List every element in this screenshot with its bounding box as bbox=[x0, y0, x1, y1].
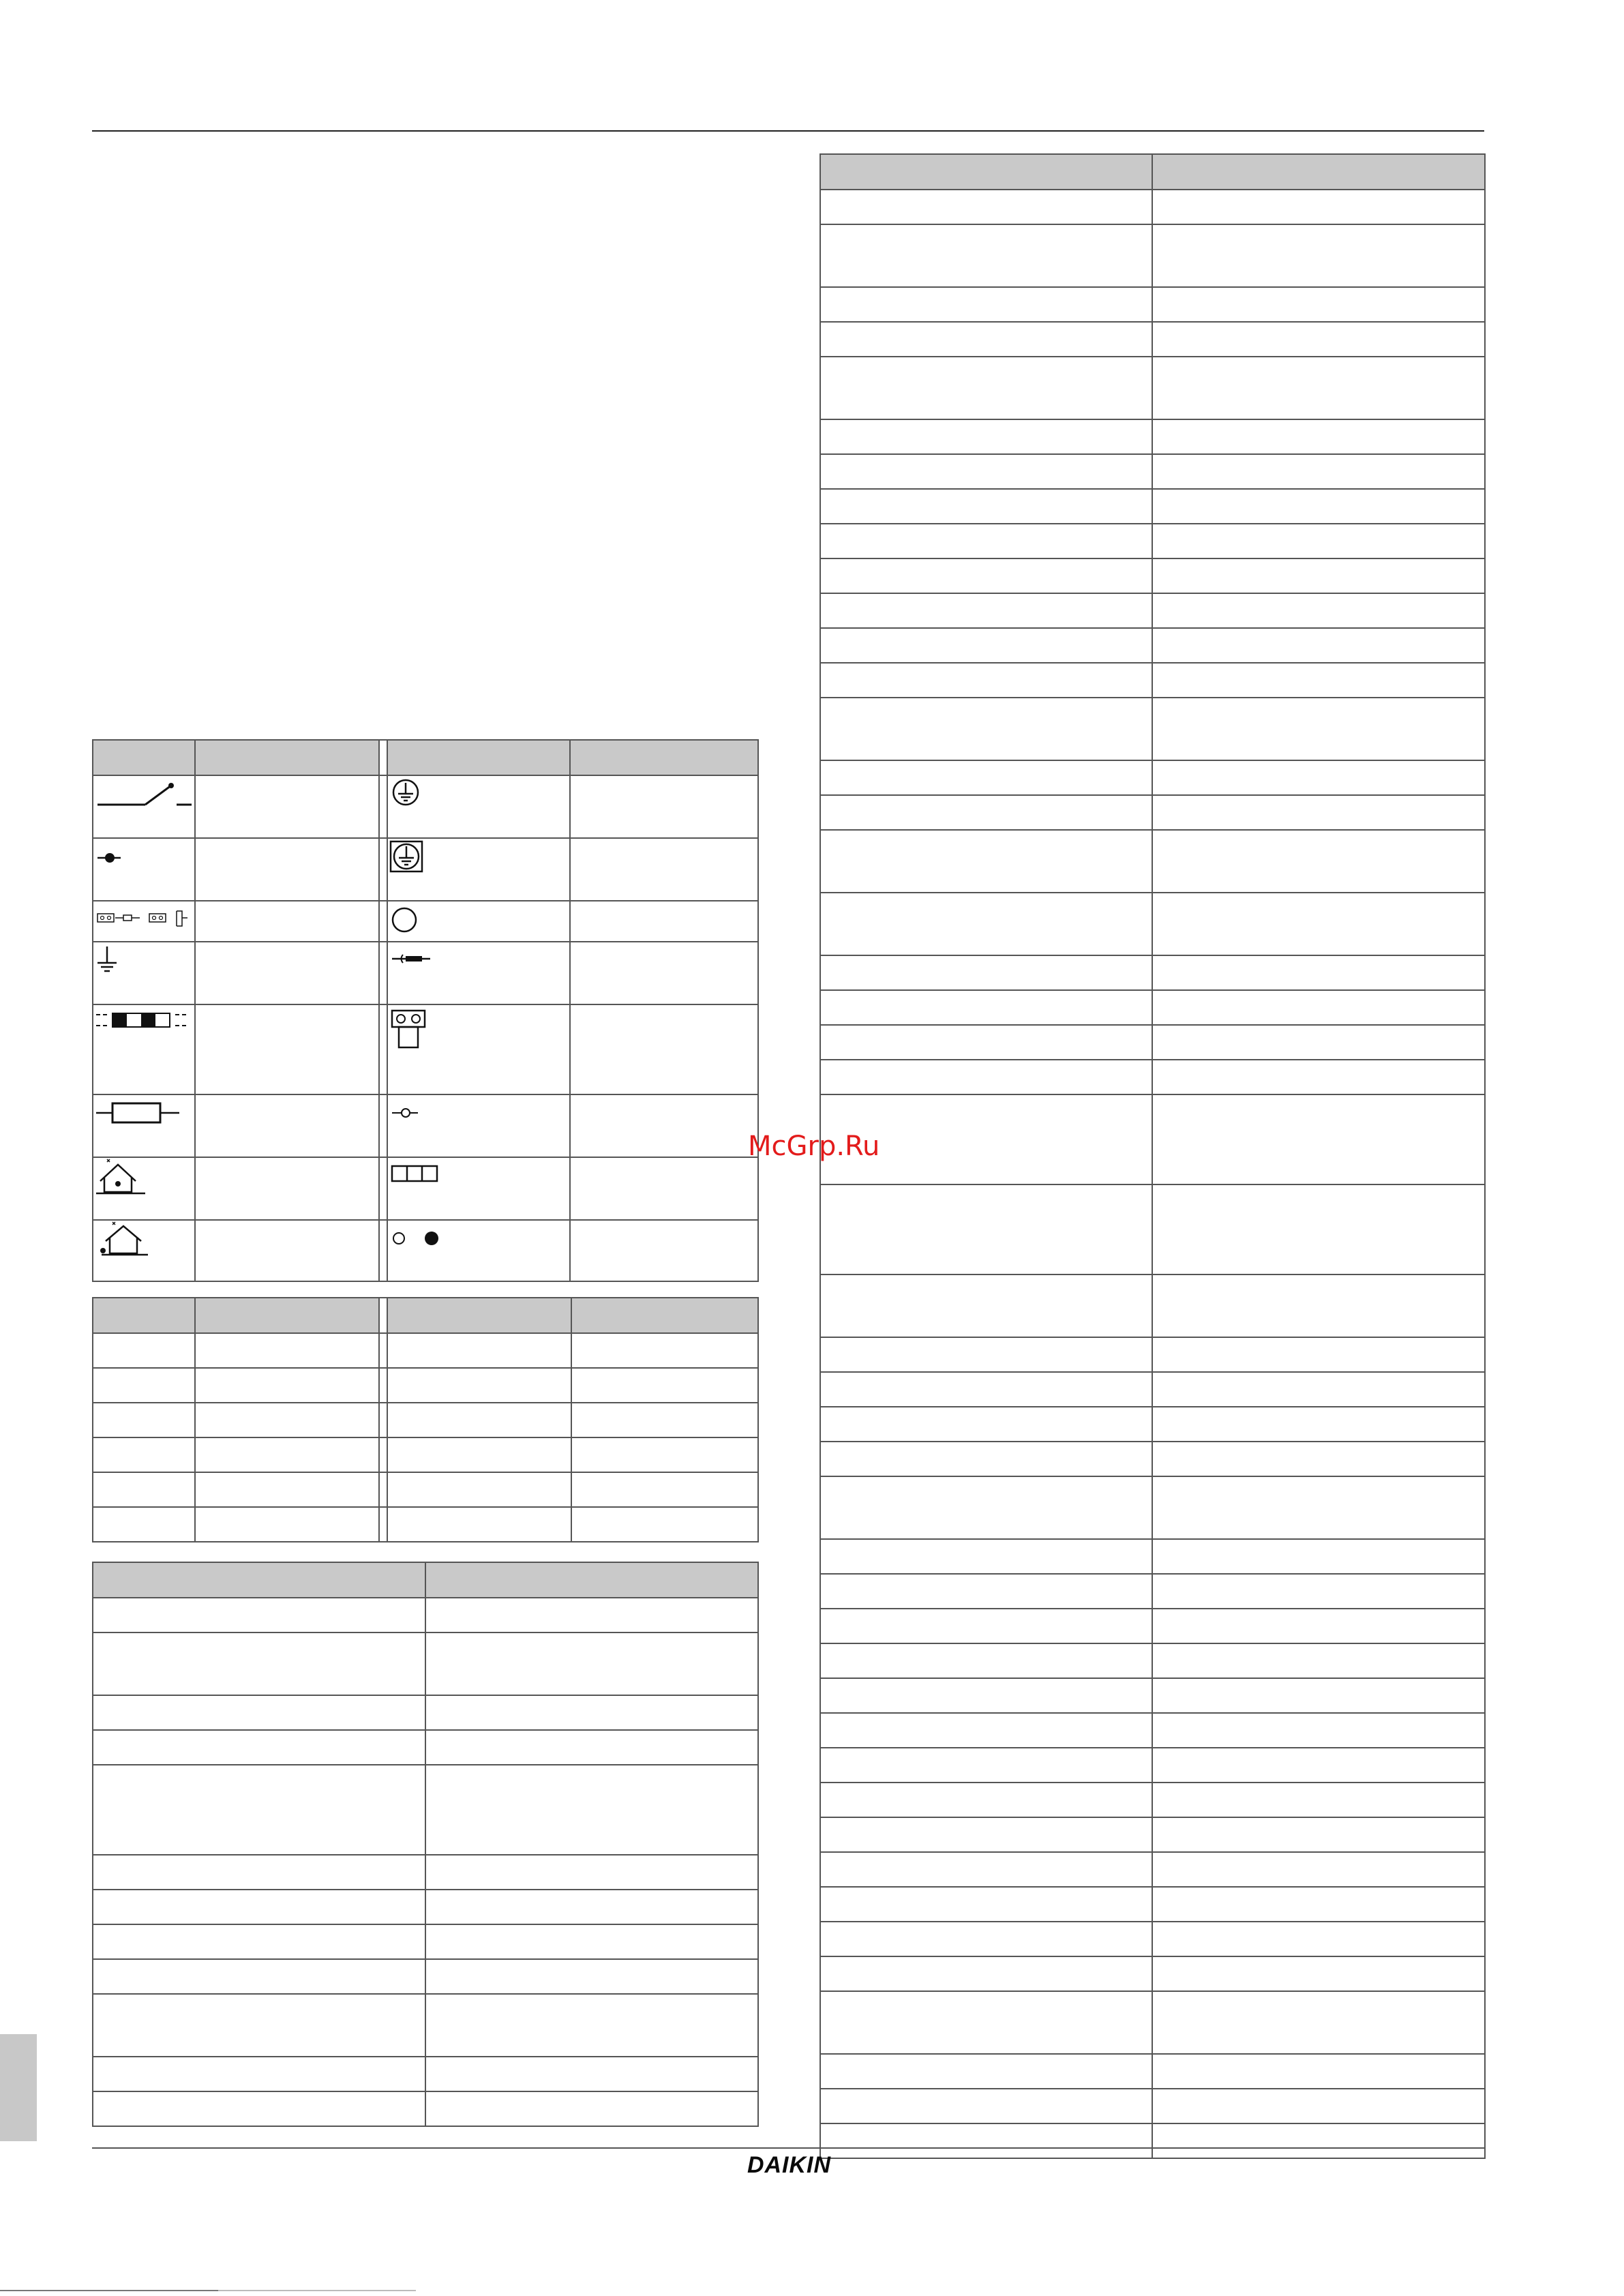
table-row bbox=[93, 1765, 758, 1855]
table-row bbox=[820, 990, 1485, 1025]
table-row bbox=[820, 955, 1485, 990]
table-row bbox=[820, 830, 1485, 893]
table-row bbox=[820, 593, 1485, 628]
connection-dot-icon bbox=[93, 839, 196, 901]
table-row bbox=[93, 1472, 758, 1507]
table-row bbox=[820, 893, 1485, 955]
table-row bbox=[820, 1184, 1485, 1274]
table-row bbox=[93, 1437, 758, 1472]
table-row bbox=[820, 1991, 1485, 2054]
protective-earth-boxed-icon bbox=[388, 839, 571, 901]
table-row bbox=[820, 1372, 1485, 1407]
noiseless-earth-icon bbox=[388, 942, 571, 1005]
table-row bbox=[93, 1094, 758, 1157]
terminal-strip-icon bbox=[388, 1158, 571, 1221]
legend-table-right bbox=[819, 153, 1486, 2159]
footer-strip bbox=[0, 2290, 218, 2291]
table-row bbox=[820, 1643, 1485, 1678]
table-row bbox=[93, 1959, 758, 1994]
table-row bbox=[93, 1855, 758, 1890]
fuse-icon bbox=[93, 1095, 196, 1158]
table-row bbox=[820, 419, 1485, 454]
legend-left-header bbox=[93, 1562, 758, 1598]
table-row bbox=[93, 1890, 758, 1924]
footer-strip-faint bbox=[218, 2290, 416, 2291]
side-tab bbox=[0, 2034, 37, 2141]
table-row bbox=[820, 489, 1485, 524]
table-row bbox=[93, 1507, 758, 1542]
table-row bbox=[820, 1337, 1485, 1372]
table-row bbox=[820, 1539, 1485, 1574]
colour-table-header bbox=[93, 1298, 758, 1333]
table-row bbox=[820, 322, 1485, 357]
table-row bbox=[93, 2057, 758, 2091]
daikin-logo: DAIKIN bbox=[747, 2152, 832, 2178]
wire-color-icon bbox=[93, 1005, 196, 1095]
table-row bbox=[93, 1403, 758, 1437]
table-row bbox=[820, 2123, 1485, 2158]
indoor-unit-icon bbox=[93, 1158, 196, 1221]
open-closed-circles-icon bbox=[388, 1221, 571, 1282]
table-row bbox=[93, 2091, 758, 2126]
table-row bbox=[820, 1922, 1485, 1956]
table-row bbox=[93, 1333, 758, 1368]
table-row bbox=[93, 1632, 758, 1695]
table-row bbox=[820, 1094, 1485, 1184]
table-row bbox=[820, 1852, 1485, 1887]
table-row bbox=[93, 1994, 758, 2057]
table-row bbox=[820, 1609, 1485, 1643]
table-row bbox=[820, 1713, 1485, 1748]
table-row bbox=[820, 1574, 1485, 1609]
watermark: McGrp.Ru bbox=[748, 1131, 880, 1162]
legend-right-header bbox=[820, 154, 1485, 190]
table-row bbox=[93, 1598, 758, 1632]
table-row bbox=[93, 838, 758, 901]
table-row bbox=[820, 1783, 1485, 1817]
table-row bbox=[820, 628, 1485, 663]
top-rule bbox=[92, 130, 1484, 132]
colour-table bbox=[92, 1297, 759, 1542]
table-row bbox=[93, 1695, 758, 1730]
table-row bbox=[820, 760, 1485, 795]
table-row bbox=[820, 558, 1485, 593]
table-row bbox=[820, 190, 1485, 224]
table-row bbox=[820, 1678, 1485, 1713]
table-row bbox=[820, 1887, 1485, 1922]
protective-earth-icon bbox=[388, 776, 571, 839]
terminal-pair-icon bbox=[388, 1005, 571, 1095]
symbol-table-header bbox=[93, 740, 758, 775]
table-row bbox=[93, 1004, 758, 1094]
circle-icon bbox=[388, 901, 571, 942]
connector-icon bbox=[93, 901, 196, 942]
table-row bbox=[820, 1407, 1485, 1442]
table-row bbox=[820, 1060, 1485, 1094]
table-row bbox=[820, 1025, 1485, 1060]
table-row bbox=[820, 2054, 1485, 2089]
switch-icon bbox=[93, 776, 196, 839]
symbol-table bbox=[92, 739, 759, 1282]
table-row bbox=[93, 775, 758, 838]
table-row bbox=[93, 1157, 758, 1220]
table-row bbox=[820, 224, 1485, 287]
table-row bbox=[820, 698, 1485, 760]
table-row bbox=[93, 1220, 758, 1281]
table-row bbox=[820, 357, 1485, 419]
table-row bbox=[820, 795, 1485, 830]
table-row bbox=[93, 942, 758, 1004]
table-row bbox=[820, 1442, 1485, 1476]
table-row bbox=[93, 1730, 758, 1765]
table-row bbox=[820, 663, 1485, 698]
table-row bbox=[93, 1368, 758, 1403]
table-row bbox=[820, 1817, 1485, 1852]
table-row bbox=[93, 1924, 758, 1959]
legend-table-left bbox=[92, 1562, 759, 2127]
terminal-icon bbox=[388, 1095, 571, 1158]
table-row bbox=[820, 1956, 1485, 1991]
table-row bbox=[820, 1476, 1485, 1539]
table-row bbox=[820, 454, 1485, 489]
table-row bbox=[820, 524, 1485, 558]
earth-icon bbox=[93, 942, 196, 1005]
table-row bbox=[820, 287, 1485, 322]
table-row bbox=[820, 2089, 1485, 2123]
table-row bbox=[820, 1748, 1485, 1783]
table-row bbox=[93, 901, 758, 942]
outdoor-unit-icon bbox=[93, 1221, 196, 1282]
table-row bbox=[820, 1274, 1485, 1337]
bottom-rule bbox=[92, 2147, 1484, 2149]
